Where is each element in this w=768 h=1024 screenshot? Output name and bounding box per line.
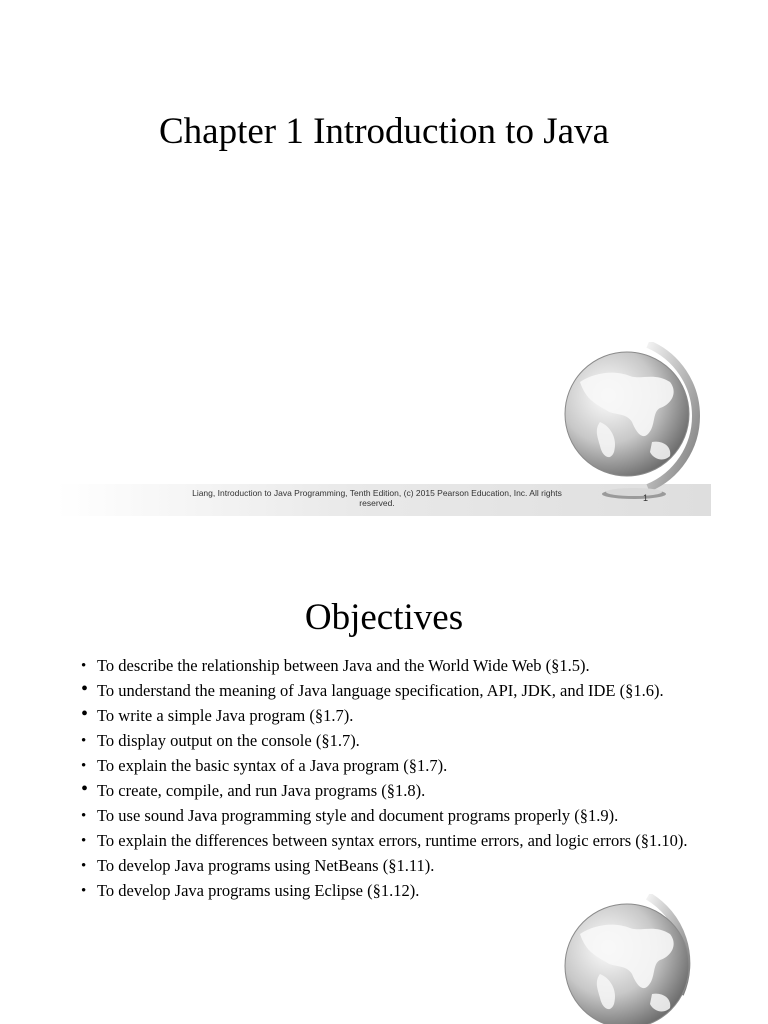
title-slide bbox=[57, 0, 711, 516]
slide-title: Objectives bbox=[304, 597, 464, 638]
list-item: • To display output on the console (§1.7). bbox=[81, 731, 701, 751]
list-item: • To explain the basic syntax of a Java program (§1.7). bbox=[81, 756, 701, 776]
list-item: • To describe the relationship between Java and the World Wide Web (§1.5). bbox=[81, 656, 701, 676]
globe-icon bbox=[560, 342, 700, 507]
list-item: • To develop Java programs using NetBeans (§1.11). bbox=[81, 856, 701, 876]
footer-copyright: Liang, Introduction to Java Programming, Tenth Edition, (c) 2015 Pearson Education, Inc. All rights reserved. bbox=[192, 488, 562, 508]
list-item: • To develop Java programs using Eclipse (§1.12). bbox=[81, 881, 701, 901]
objectives-list bbox=[81, 656, 701, 906]
globe-icon bbox=[560, 894, 700, 1024]
list-item: • To create, compile, and run Java programs (§1.8). bbox=[81, 781, 701, 801]
list-item: • To understand the meaning of Java language specification, API, JDK, and IDE (§1.6). bbox=[81, 681, 701, 701]
list-item: • To use sound Java programming style and document programs properly (§1.9). bbox=[81, 806, 701, 826]
slide-title: Chapter 1 Introduction to Java bbox=[158, 111, 610, 152]
list-item: • To explain the differences between syntax errors, runtime errors, and logic errors (§1.10). bbox=[81, 831, 701, 851]
page-number: 1 bbox=[643, 493, 649, 503]
list-item: • To write a simple Java program (§1.7). bbox=[81, 706, 701, 726]
objectives-slide bbox=[57, 560, 711, 1024]
